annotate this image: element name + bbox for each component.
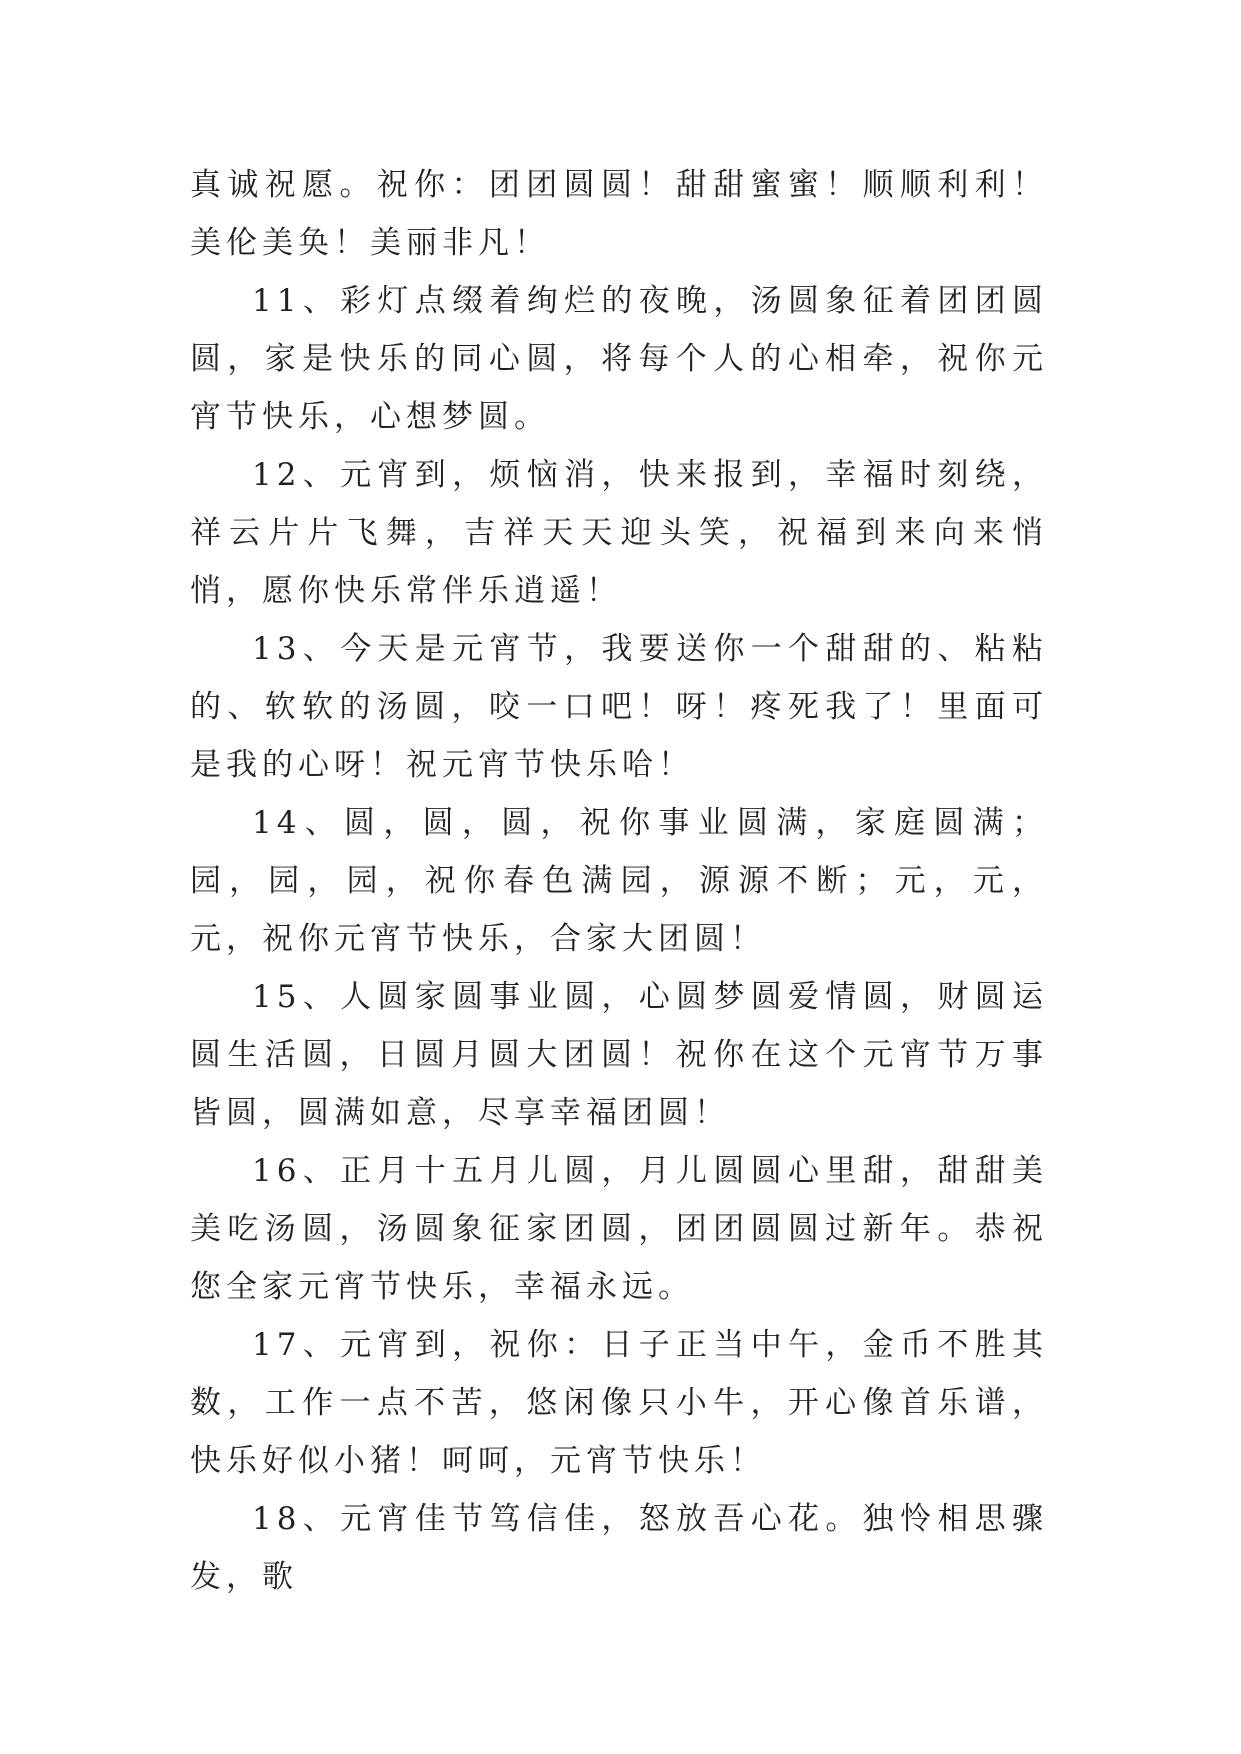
paragraph-11: 11、彩灯点缀着绚烂的夜晚，汤圆象征着团团圆圆，家是快乐的同心圆，将每个人的心相牵，祝你元宵节快乐，心想梦圆。: [190, 283, 1048, 435]
document-body: [190, 156, 1048, 1606]
paragraph-continuation: 真诚祝愿。祝你：团团圆圆！甜甜蜜蜜！顺顺利利！美伦美奂！美丽非凡！: [190, 167, 1048, 261]
paragraph-12: 12、元宵到，烦恼消，快来报到，幸福时刻绕，祥云片片飞舞，吉祥天天迎头笑，祝福到来向来悄悄，愿你快乐常伴乐逍遥！: [190, 457, 1048, 609]
paragraph-17: 17、元宵到，祝你：日子正当中午，金币不胜其数，工作一点不苦，悠闲像只小牛，开心像首乐谱，快乐好似小猪！呵呵，元宵节快乐！: [190, 1327, 1048, 1479]
paragraph-18: 18、元宵佳节笃信佳，怒放吾心花。独怜相思骤发，歌: [190, 1501, 1048, 1595]
paragraph-15: 15、人圆家圆事业圆，心圆梦圆爱情圆，财圆运圆生活圆，日圆月圆大团圆！祝你在这个元宵节万事皆圆，圆满如意，尽享幸福团圆！: [190, 979, 1048, 1131]
paragraph-14: 14、圆，圆，圆，祝你事业圆满，家庭圆满；园，园，园，祝你春色满园，源源不断；元，元，元，祝你元宵节快乐，合家大团圆！: [190, 805, 1048, 957]
paragraph-13: 13、今天是元宵节，我要送你一个甜甜的、粘粘的、软软的汤圆，咬一口吧！呀！疼死我了！里面可是我的心呀！祝元宵节快乐哈！: [190, 631, 1048, 783]
paragraph-16: 16、正月十五月儿圆，月儿圆圆心里甜，甜甜美美吃汤圆，汤圆象征家团圆，团团圆圆过新年。恭祝您全家元宵节快乐，幸福永远。: [190, 1153, 1048, 1305]
